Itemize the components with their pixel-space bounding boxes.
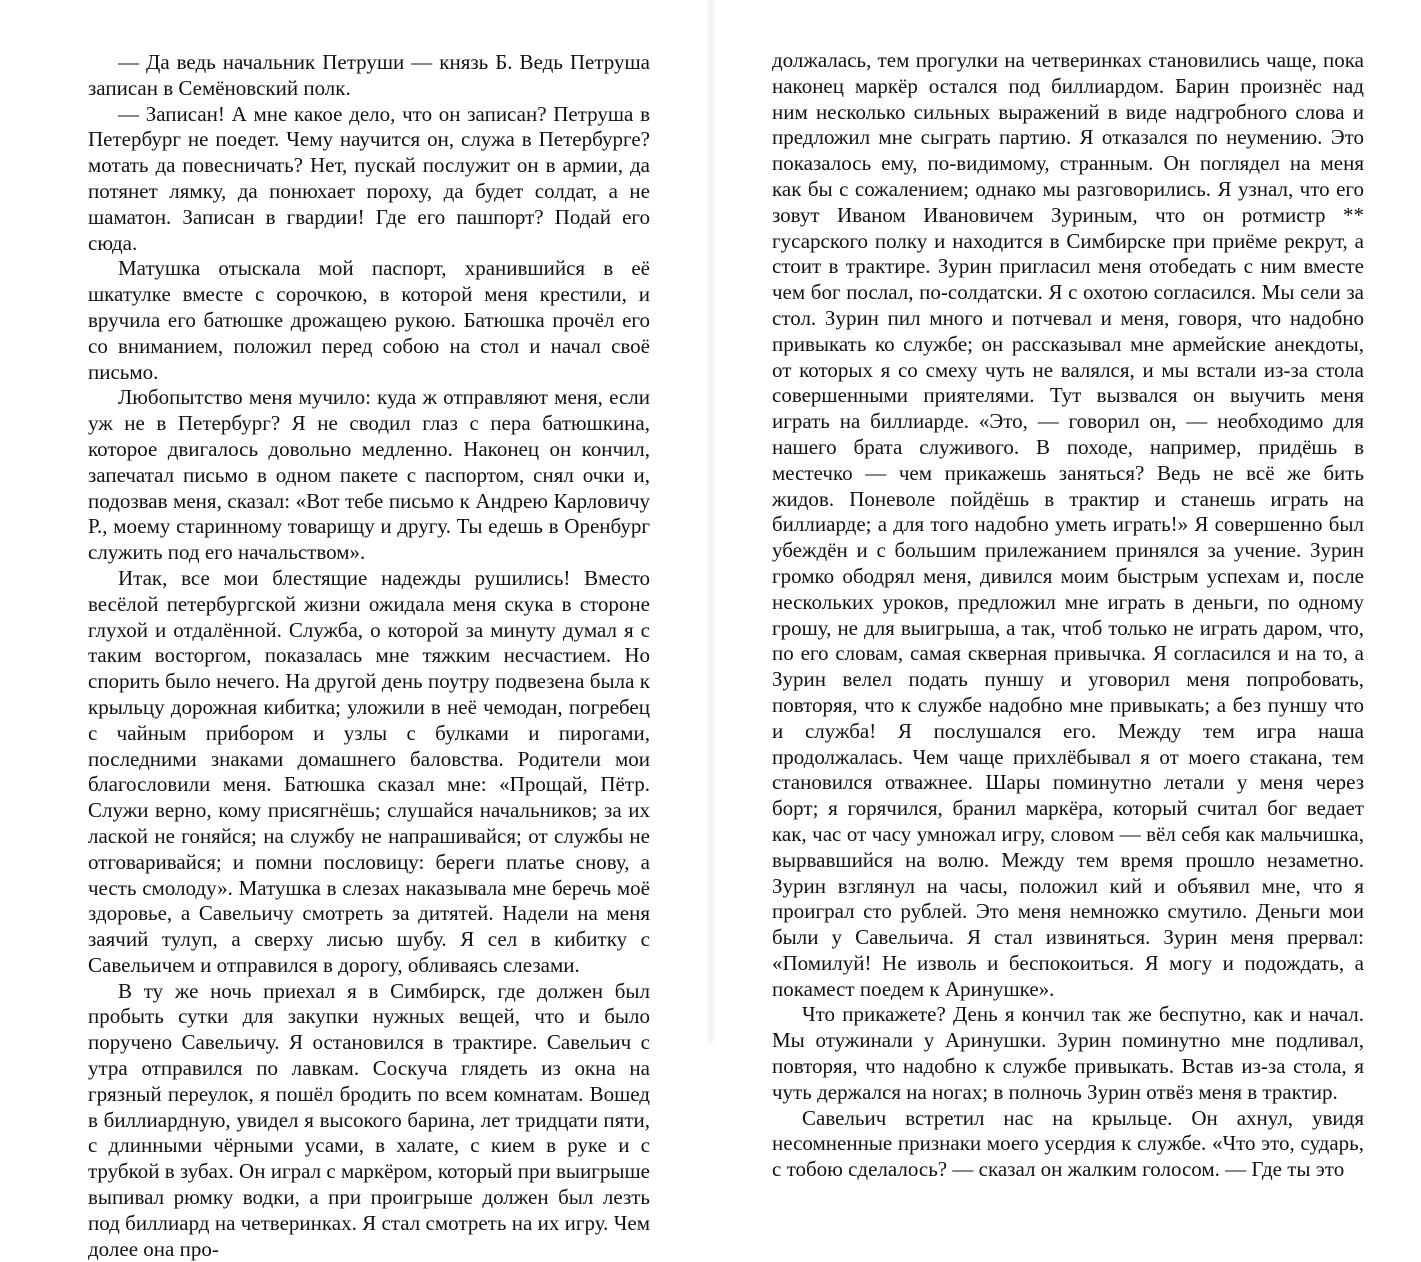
page-gutter xyxy=(706,0,716,1045)
paragraph: Матушка отыскала мой паспорт, хранившийся в её шкатулке вместе с сорочкою, в которой меня крестили, и вручила его батюшке дрожащею рукою. Батюшка прочёл его со вниманием, положил перед собою на стол и начал своё письмо. xyxy=(88,256,650,384)
paragraph: В ту же ночь приехал я в Симбирск, где должен был пробыть сутки для закупки нужных вещей, что и было поручено Савельичу. Я остановился в трактире. Савельич с утра отправился по лавкам. Соскуча глядеть из окна на грязный переулок, я пошёл бродить по всем комнатам. Вошед в биллиардную, увидел я высокого барина, лет тридцати пяти, с длинными чёрными усами, в халате, с кием в руке и с трубкой в зубах. Он играл с маркёром, который при выигрыше выпивал рюмку водки, а при проигрыше должен был лезть под биллиард на четверинках. Я стал смотреть на их игру. Чем долее она про- xyxy=(88,978,650,1261)
paragraph: — Записан! А мне какое дело, что он записан? Петруша в Петербург не поедет. Чему научится он, служа в Петербурге? мотать да повесничать? Нет, пускай послужит он в армии, да потянет лямку, да понюхает пороху, да будет солдат, а не шаматон. Записан в гвардии! Где его пашпорт? Подай его сюда. xyxy=(88,101,650,255)
paragraph: Любопытство меня мучило: куда ж отправляют меня, если уж не в Петербург? Я не сводил глаз с пера батюшкина, которое двигалось довольно медленно. Наконец он кончил, запечатал письмо в одном пакете с паспортом, снял очки и, подозвав меня, сказал: «Вот тебе письмо к Андрею Карловичу Р., моему старинному товарищу и другу. Ты едешь в Оренбург служить под его начальством». xyxy=(88,385,650,565)
paragraph-continued: должалась, тем прогулки на четверинках становились чаще, пока наконец маркёр остался под биллиардом. Барин произнёс над ним несколько сильных выражений в виде надгробного слова и предложил мне сыграть партию. Я отказался по неумению. Это показалось ему, по-видимому, странным. Он поглядел на меня как бы с сожалением; однако мы разговорились. Я узнал, что его зовут Иваном Ивановичем Зуриным, что он ротмистр ** гусарского полку и находится в Симбирске при приёме рекрут, а стоит в трактире. Зурин пригласил меня отобедать с ним вместе чем бог послал, по-солдатски. Я с охотою согласился. Мы сели за стол. Зурин пил много и потчевал и меня, говоря, что надобно привыкать ко службе; он рассказывал мне армейские анекдоты, от которых я со смеху чуть не валялся, и мы встали из-за стола совершенными приятелями. Тут вызвался он выучить меня играть на биллиарде. «Это, — говорил он, — необходимо для нашего брата служивого. В походе, например, придёшь в местечко — чем прикажешь заняться? Ведь не всё же бить жидов. Поневоле пойдёшь в трактир и станешь играть на биллиарде; а для того надобно уметь играть!» Я совершенно был убеждён и с большим прилежанием принялся за учение. Зурин громко ободрял меня, дивился моим быстрым успехам и, после нескольких уроков, предложил мне играть в деньги, по одному грошу, не для выигрыша, а так, чтоб только не играть даром, что, по его словам, самая скверная привычка. Я согласился и на то, а Зурин велел подать пуншу и уговорил меня попробовать, повторяя, что к службе надобно мне привыкать; а без пуншу что и служба! Я послушался его. Между тем игра наша продолжалась. Чем чаще прихлёбывал я от моего стакана, тем становился отважнее. Шары поминутно летали у меня через борт; я горячился, бранил маркёра, который считал бог ведает как, час от часу умножал игру, словом — вёл себя как мальчишка, вырвавшийся на волю. Между тем время прошло незаметно. Зурин взглянул на часы, положил кий и объявил мне, что я проиграл сто рублей. Это меня немножко смутило. Деньги мои были у Савельича. Я стал извиняться. Зурин меня прервал: «Помилуй! Не изволь и беспокоиться. Я могу и подождать, а покамест поедем к Аринушке». xyxy=(772,48,1364,1001)
paragraph: — Да ведь начальник Петруши — князь Б. Ведь Петруша записан в Семёновский полк. xyxy=(88,50,650,100)
right-page xyxy=(772,48,1364,1183)
paragraph: Что прикажете? День я кончил так же беспутно, как и начал. Мы отужинали у Аринушки. Зурин поминутно мне подливал, повторяя, что надобно к службе привыкать. Встав из-за стола, я чуть держался на ногах; в полночь Зурин отвёз меня в трактир. xyxy=(772,1002,1364,1104)
left-page xyxy=(88,50,650,1262)
paragraph: Итак, все мои блестящие надежды рушились! Вместо весёлой петербургской жизни ожидала меня скука в стороне глухой и отдалённой. Служба, о которой за минуту думал я с таким восторгом, показалась мне тяжким несчастием. Но спорить было нечего. На другой день поутру подвезена была к крыльцу дорожная кибитка; уложили в неё чемодан, погребец с чайным прибором и узлы с булками и пирогами, последними знаками домашнего баловства. Родители мои благословили меня. Батюшка сказал мне: «Прощай, Пётр. Служи верно, кому присягнёшь; слушайся начальников; за их лаской не гоняйся; на службу не напрашивайся; от службы не отговаривайся; и помни пословицу: береги платье снову, а честь смолоду». Матушка в слезах наказывала мне беречь моё здоровье, а Савельичу смотреть за дитятей. Надели на меня заячий тулуп, а сверху лисью шубу. Я сел в кибитку с Савельичем и отправился в дорогу, обливаясь слезами. xyxy=(88,565,650,977)
paragraph: Савельич встретил нас на крыльце. Он ахнул, увидя несомненные признаки моего усердия к службе. «Что это, сударь, с тобою сделалось? — сказал он жалким голосом. — Где ты это xyxy=(772,1105,1364,1182)
